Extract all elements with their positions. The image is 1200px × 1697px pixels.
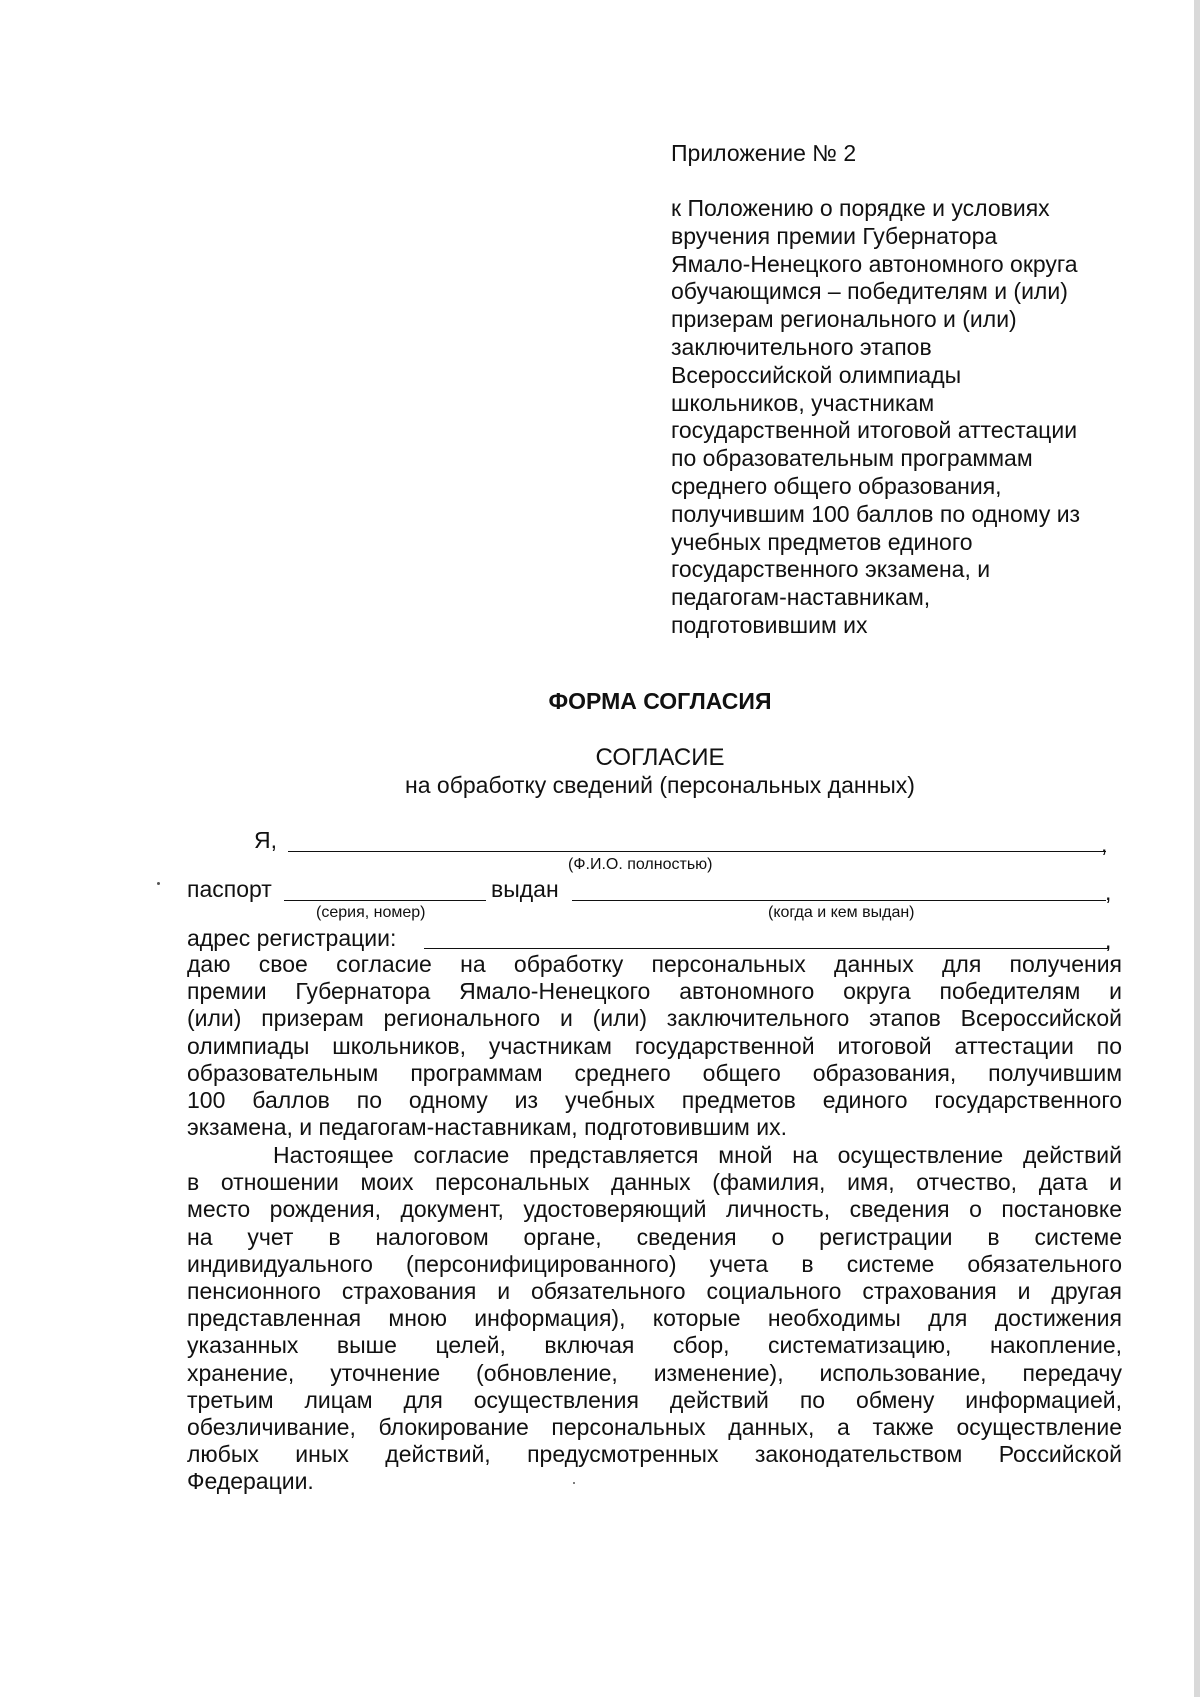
address-comma: , [1105,927,1112,953]
scope-line: хранение, уточнение (обновление, изменение), использование, передачу [187,1359,1122,1386]
consent-line: 100 баллов по одному из учебных предметов единого государственного [187,1087,1122,1114]
appendix-reference-line: педагогам-наставникам, [671,584,931,611]
appendix-reference [671,195,1141,640]
consent-line: (или) призерам регионального и (или) заключительного этапов Всероссийской [187,1005,1122,1032]
passport-comma: , [1105,879,1112,905]
scan-speck [573,1482,575,1484]
appendix-reference-line: Всероссийской олимпиады [671,361,962,388]
fio-hint: (Ф.И.О. полностью) [568,856,713,873]
appendix-reference-line: школьников, участникам [671,389,935,416]
consent-line: образовательным программам среднего общего образования, получившим [187,1059,1122,1086]
appendix-reference-line: по образовательным программам [671,445,1033,472]
appendix-reference-line: к Положению о порядке и условиях [671,195,1050,221]
appendix-reference-line: получившим 100 баллов по одному из [671,500,1081,527]
scan-speck [157,882,160,885]
document-title: СОГЛАСИЕ [595,744,725,771]
scope-line: место рождения, документ, удостоверяющий личность, сведения о постановке [187,1196,1122,1223]
appendix-reference-line: учебных предметов единого [671,528,973,555]
appendix-reference-line: государственной итоговой аттестации [671,417,1078,444]
scope-line: пенсионного страхования и обязательного социального страхования и другая [187,1278,1122,1305]
consent-line: экзамена, и педагогам-наставникам, подготовившим их. [187,1114,787,1141]
i-label: Я, [254,827,277,853]
fio-field[interactable] [288,851,1106,852]
scope-line: в отношении моих персональных данных (фамилия, имя, отчество, дата и [187,1169,1122,1196]
passport-hint: (серия, номер) [316,904,426,921]
appendix-reference-line: среднего общего образования, [671,472,1002,499]
form-title: ФОРМА СОГЛАСИЯ [548,688,772,714]
scope-line: на учет в налоговом органе, сведения о регистрации в системе [187,1223,1122,1250]
appendix-reference-line: подготовившим их [671,611,868,638]
fio-comma: , [1101,831,1108,857]
address-label: адрес регистрации: [187,925,397,951]
scope-line: любых иных действий, предусмотренных законодательством Российской [187,1441,1122,1468]
consent-line: даю свое согласие на обработку персональных данных для получения [187,951,1122,977]
appendix-reference-line: государственного экзамена, и [671,556,991,583]
scope-line: третьим лицам для осуществления действий по обмену информацией, [187,1386,1122,1413]
appendix-reference-line: заключительного этапов [671,333,932,360]
appendix-reference-line: вручения премии Губернатора [671,222,998,249]
document-subtitle: на обработку сведений (персональных данных) [405,772,915,798]
consent-paragraph [187,951,1122,1141]
issued-label: выдан [491,876,559,902]
appendix-reference-line: обучающимся – победителям и (или) [671,278,1068,305]
scope-line: указанных выше целей, включая сбор, систематизацию, накопление, [187,1332,1122,1359]
address-field[interactable] [424,948,1108,949]
consent-line: олимпиады школьников, участникам государственной итоговой аттестации по [187,1032,1122,1059]
passport-number-field[interactable] [284,900,486,901]
page-edge [1194,0,1200,1697]
scope-paragraph [187,1142,1122,1496]
scope-line: индивидуального (персонифицированного) учета в системе обязательного [187,1250,1122,1277]
appendix-reference-line: призерам регионального и (или) [671,306,1017,333]
scope-line: обезличивание, блокирование персональных данных, а также осуществление [187,1414,1122,1441]
passport-label: паспорт [187,876,272,902]
scope-line: представленная мною информация), которые необходимы для достижения [187,1305,1122,1332]
scope-line: Настоящее согласие представляется мной на осуществление действий [273,1142,1122,1168]
appendix-reference-line: Ямало-Ненецкого автономного округа [671,250,1078,277]
issued-hint: (когда и кем выдан) [768,904,915,921]
appendix-number: Приложение № 2 [671,140,857,166]
consent-line: премии Губернатора Ямало-Ненецкого автономного округа победителям и [187,978,1122,1005]
passport-issued-field[interactable] [572,900,1106,901]
scope-line: Федерации. [187,1468,314,1495]
